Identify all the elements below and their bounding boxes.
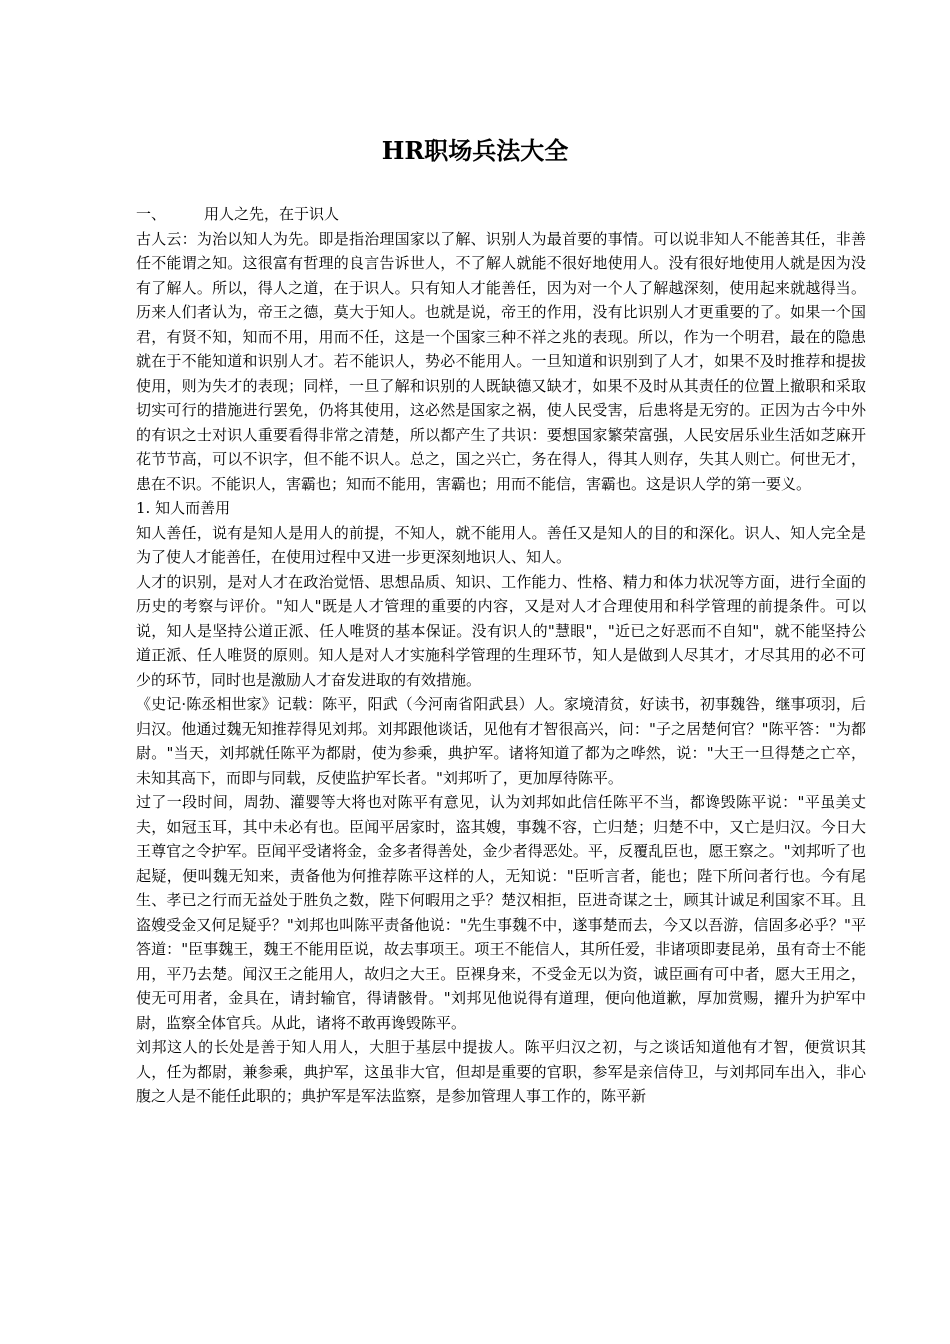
document-body	[136, 202, 866, 1109]
section-heading	[136, 202, 866, 227]
paragraph: 知人善任，说有是知人是用人的前提，不知人，就不能用人。善任又是知人的目的和深化。识人、知人完全是为了使人才能善任，在使用过程中又进一步更深刻地识人、知人。	[136, 523, 866, 566]
subheading: 1. 知人而善用	[136, 499, 231, 517]
paragraph: 人才的识别，是对人才在政治觉悟、思想品质、知识、工作能力、性格、精力和体力状况等方面，进行全面的历史的考察与评价。"知人"既是人才管理的重要的内容，又是对人才合理使用和科学管理的前提条件。可以说，知人是坚持公道正派、任人唯贤的基本保证。没有识人的"慧眼"，"近已之好恶而不自知"，就不能坚持公道正派、任人唯贤的原则。知人是对人才实施科学管理的生理环节，知人是做到人尽其才，才尽其用的必不可少的环节，同时也是激励人才奋发进取的有效措施。	[136, 572, 866, 689]
document-title: HR职场兵法大全	[381, 136, 569, 165]
section-number: 一、	[136, 205, 167, 223]
paragraph: 古人云：为治以知人为先。即是指治理国家以了解、识别人为最首要的事情。可以说非知人不能善其任，非善任不能谓之知。这很富有哲理的良言告诉世人，不了解人就能不很好地使用人。没有很好地使用人就是因为没有了解人。所以，得人之道，在于识人。只有知人才能善任，因为对一个人了解越深刻，使用起来就越得当。历来人们者认为，帝王之德，莫大于知人。也就是说，帝王的作用，没有比识别人才更重要的了。如果一个国君，有贤不知，知而不用，用而不任，这是一个国家三种不祥之兆的表现。所以，作为一个明君，最在的隐患就在于不能知道和识别人才。若不能识人，势必不能用人。一旦知道和识别到了人才，如果不及时推荐和提拔使用，则为失才的表现；同样，一旦了解和识别的人既缺德又缺才，如果不及时从其责任的位置上撤职和采取切实可行的措施进行罢免，仍将其使用，这必然是国家之祸，使人民受害，后患将是无穷的。正因为古今中外的有识之士对识人重要看得非常之清楚，所以都产生了共识：要想国家繁荣富强，人民安居乐业生活如芝麻开花节节高，可以不识字，但不能不识人。总之，国之兴亡，务在得人，得其人则存，失其人则亡。何世无才，患在不识。不能识人，害霸也；知而不能用，害霸也；用而不能信，害霸也。这是识人学的第一要义。	[136, 229, 866, 493]
paragraph: 刘邦这人的长处是善于知人用人，大胆于基层中提拔人。陈平归汉之初，与之谈话知道他有才智，便赏识其人，任为都尉，兼参乘，典护军，这虽非大官，但却是重要的官职，参军是亲信侍卫，与刘邦同车出入，非心腹之人是不能任此职的；典护军是军法监察，是参加管理人事工作的，陈平新	[136, 1038, 866, 1105]
section-heading-text: 用人之先，在于识人	[204, 205, 340, 223]
paragraph: 过了一段时间，周勃、灌婴等大将也对陈平有意见，认为刘邦如此信任陈平不当，都谗毁陈平说："平虽美丈夫，如冠玉耳，其中未必有也。臣闻平居家时，盗其嫂，事魏不容，亡归楚；归楚不中，又亡是归汉。今日大王尊官之令护军。臣闻平受诸将金，金多者得善处，金少者得恶处。平，反覆乱臣也，愿王察之。"刘邦听了也起疑，便叫魏无知来，责备他为何推荐陈平这样的人，无知说："臣听言者，能也；陛下所问者行也。今有尾生、孝已之行而无益处于胜负之数，陛下何暇用之乎？楚汉相拒，臣进奇谋之士，顾其计诚足利国家不耳。且盗嫂受金又何足疑乎？"刘邦也叫陈平责备他说："先生事魏不中，遂事楚而去，今又以吾游，信固多必乎？"平答道："臣事魏王，魏王不能用臣说，故去事项王。项王不能信人，其所任爱，非诸项即妻昆弟，虽有奇士不能用，平乃去楚。闻汉王之能用人，故归之大王。臣裸身来，不受金无以为资，诚臣画有可中者，愿大王用之，使无可用者，金具在，请封输官，得请骸骨。"刘邦见他说得有道理，便向他道歉，厚加赏赐，擢升为护军中尉，监察全体官兵。从此，诸将不敢再谗毁陈平。	[136, 793, 866, 1032]
paragraph: 《史记·陈丞相世家》记载：陈平，阳武（今河南省阳武县）人。家境清贫，好读书，初事魏咎，继事项羽，后归汉。他通过魏无知推荐得见刘邦。刘邦跟他谈话，见他有才智很高兴，问："子之居楚何官？"陈平答："为都尉。"当天，刘邦就任陈平为都尉，使为参乘，典护军。诸将知道了都为之哗然，说："大王一旦得楚之亡卒，未知其高下，而即与同载，反使监护军长者。"刘邦听了，更加厚待陈平。	[136, 695, 866, 787]
